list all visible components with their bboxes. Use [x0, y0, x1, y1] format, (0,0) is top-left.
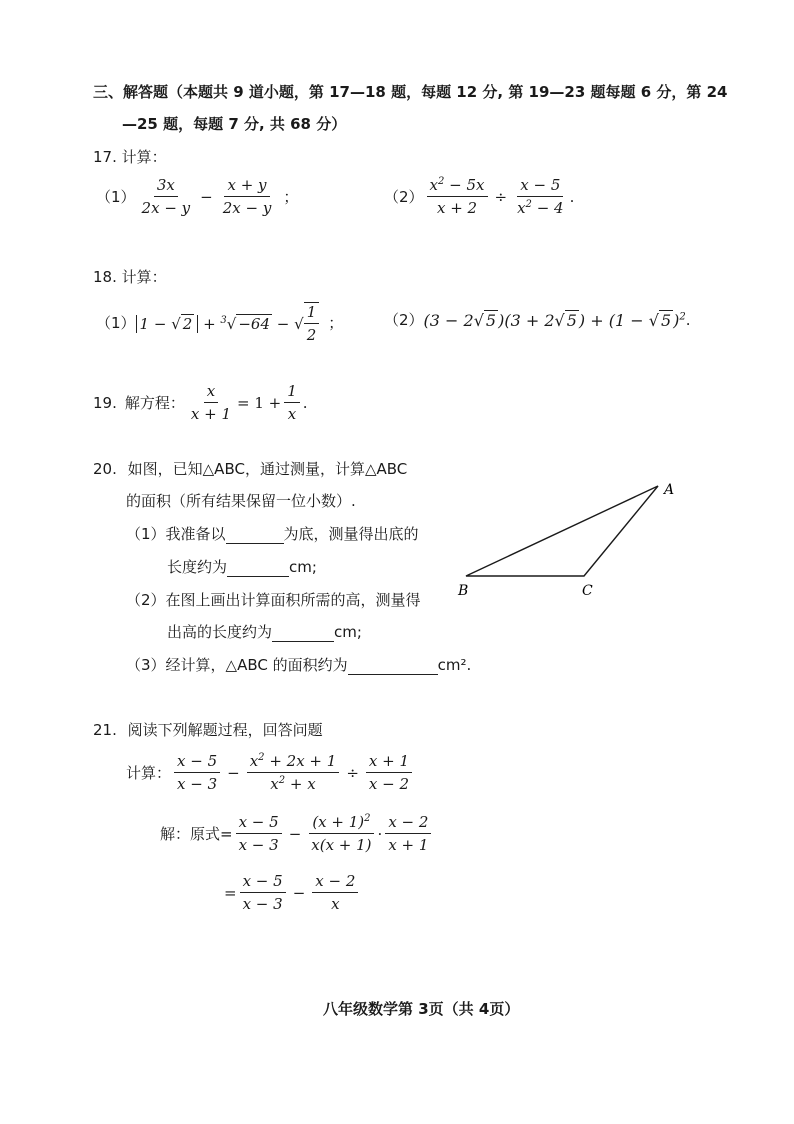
q21-calc-frac3: $\frac{x + 1}{x - 2}$: [366, 752, 412, 793]
q20-number: 20.: [93, 460, 117, 478]
q20-p2c: cm;: [334, 623, 362, 641]
q20-line1-text: 如图，已知△ABC，通过测量，计算△ABC: [127, 460, 408, 478]
q20-p1a: （1）我准备以: [126, 525, 226, 543]
page-footer: 八年级数学第 3页（共 4页）: [323, 1000, 520, 1018]
q18-p1-frac: $\frac{1}{2}$: [304, 302, 320, 344]
q21-calc-label: 计算：: [126, 763, 172, 782]
q18-part1: [96, 302, 343, 344]
q20-line2: 的面积（所有结果保留一位小数）.: [126, 492, 356, 510]
q21-calc-row: 计算： $\frac{x - 5}{x - 3}$ − $\frac{x^2 + 2x + 1}{x^2 + x}$ ÷ $\frac{x + 1}{x - 2}$: [126, 752, 415, 793]
q20-blank-base[interactable]: [226, 529, 284, 544]
q21-sol-frac2: $\frac{(x + 1)^2}{x(x + 1)}$: [311, 813, 372, 854]
q20-blank-height[interactable]: [272, 627, 334, 642]
q17-p2-frac2: $\frac{x - 5}{x^2 - 4}$: [517, 176, 564, 217]
q21-solution-row1: 解：原式= $\frac{x - 5}{x - 3}$ − $\frac{(x + 1)^2}{x(x + 1)}$ · $\frac{x - 2}{x + 1}$: [160, 813, 434, 854]
q20-p2b: 出高的长度约为: [167, 623, 273, 641]
section-heading-line1: 三、解答题（本题共 9 道小题，第 17—18 题，每题 12 分, 第 19—23 题每题 6 分，第 24: [93, 83, 728, 101]
q20-p1-line: [126, 524, 419, 544]
q21-sol2-frac2: $\frac{x - 2}{x}$: [312, 872, 358, 913]
q20-p1-line2: [167, 557, 317, 577]
q21-title: 阅读下列解题过程，回答问题: [127, 721, 323, 739]
q20-p1c: 长度约为: [167, 558, 228, 576]
label-a: A: [664, 482, 675, 498]
q17-number: 17.: [93, 148, 117, 166]
q17-p2-label: （2）: [384, 187, 424, 206]
q19-frac1: $\frac{x}{x + 1}$: [190, 382, 231, 423]
q20-p3a: （3）经计算，△ABC 的面积约为: [126, 656, 348, 674]
q17-part2: （2） $\frac{x^2 - 5x}{x + 2}$ ÷ $\frac{x - 5}{x^2 - 4}$ .: [384, 176, 575, 217]
q17-header: [93, 147, 167, 167]
label-c: C: [582, 583, 593, 599]
q18-p2-expr: (3 − 2√ 5 )(3 + 2√ 5 ) + (1 − √ 5 )$^2$: [423, 311, 686, 330]
q18-header: [93, 267, 167, 287]
q17-p1-label: （1）: [96, 187, 136, 206]
q17-p1-frac1: $\frac{3x}{2x - y}$: [141, 176, 191, 217]
q18-p2-end: .: [685, 311, 691, 329]
q18-p1-expr: 1 − √ 2 + $^3$√ −64 − √: [136, 314, 304, 333]
q21-sol-frac1: $\frac{x - 5}{x - 3}$: [236, 813, 282, 854]
q20-p3-line: [126, 655, 471, 675]
q18-title: 计算：: [121, 268, 167, 286]
q21-header: [93, 720, 323, 740]
q20-p2-line2: [167, 622, 362, 642]
q19-number: 19.: [93, 393, 117, 412]
q19-row: 19. 解方程： $\frac{x}{x + 1}$ = 1 + $\frac{1}{x}$ .: [93, 382, 308, 423]
q20-blank-area[interactable]: [348, 660, 438, 675]
q21-sol2-frac1: $\frac{x - 5}{x - 3}$: [240, 872, 286, 913]
q20-p2a: （2）在图上画出计算面积所需的高，测量得: [126, 591, 421, 609]
q21-calc-frac2: $\frac{x^2 + 2x + 1}{x^2 + x}$: [247, 752, 340, 793]
q21-calc-frac1: $\frac{x - 5}{x - 3}$: [174, 752, 220, 793]
label-b: B: [458, 583, 469, 599]
q20-line1: [93, 459, 407, 479]
q21-solution-row2: = $\frac{x - 5}{x - 3}$ − $\frac{x - 2}{x}$: [224, 872, 361, 913]
q18-p2-label: （2）: [384, 311, 424, 329]
q20-p1b: 为底，测量得出底的: [283, 525, 419, 543]
q19-title: 解方程：: [124, 393, 185, 412]
q18-p1-label: （1）: [96, 314, 136, 332]
q19-frac2: $\frac{1}{x}$: [284, 382, 300, 423]
q17-title: 计算：: [121, 148, 167, 166]
q17-p1-end: ；: [283, 187, 299, 206]
q21-sol-frac3: $\frac{x - 2}{x + 1}$: [385, 813, 431, 854]
q21-number: 21.: [93, 721, 117, 739]
q18-p1-end: ；: [328, 314, 344, 332]
q17-p1-frac2: $\frac{x + y}{2x - y}$: [222, 176, 272, 217]
triangle-abc: [466, 486, 658, 576]
triangle-figure: [450, 476, 680, 606]
q20-blank-base-length[interactable]: [227, 562, 289, 577]
q17-p2-end: .: [569, 187, 575, 206]
q18-number: 18.: [93, 268, 117, 286]
q17-p2-frac1: $\frac{x^2 - 5x}{x + 2}$: [427, 176, 488, 217]
q20-p1d: cm;: [289, 558, 317, 576]
q21-sol-label: 解：原式=: [160, 824, 233, 843]
q17-part1: （1） $\frac{3x}{2x - y}$ − $\frac{x + y}{2x - y}$ ；: [96, 176, 299, 217]
section-heading-line2: —25 题，每题 7 分, 共 68 分）: [122, 115, 347, 133]
q20-p3b: cm².: [437, 656, 472, 674]
q18-part2: [384, 310, 691, 330]
